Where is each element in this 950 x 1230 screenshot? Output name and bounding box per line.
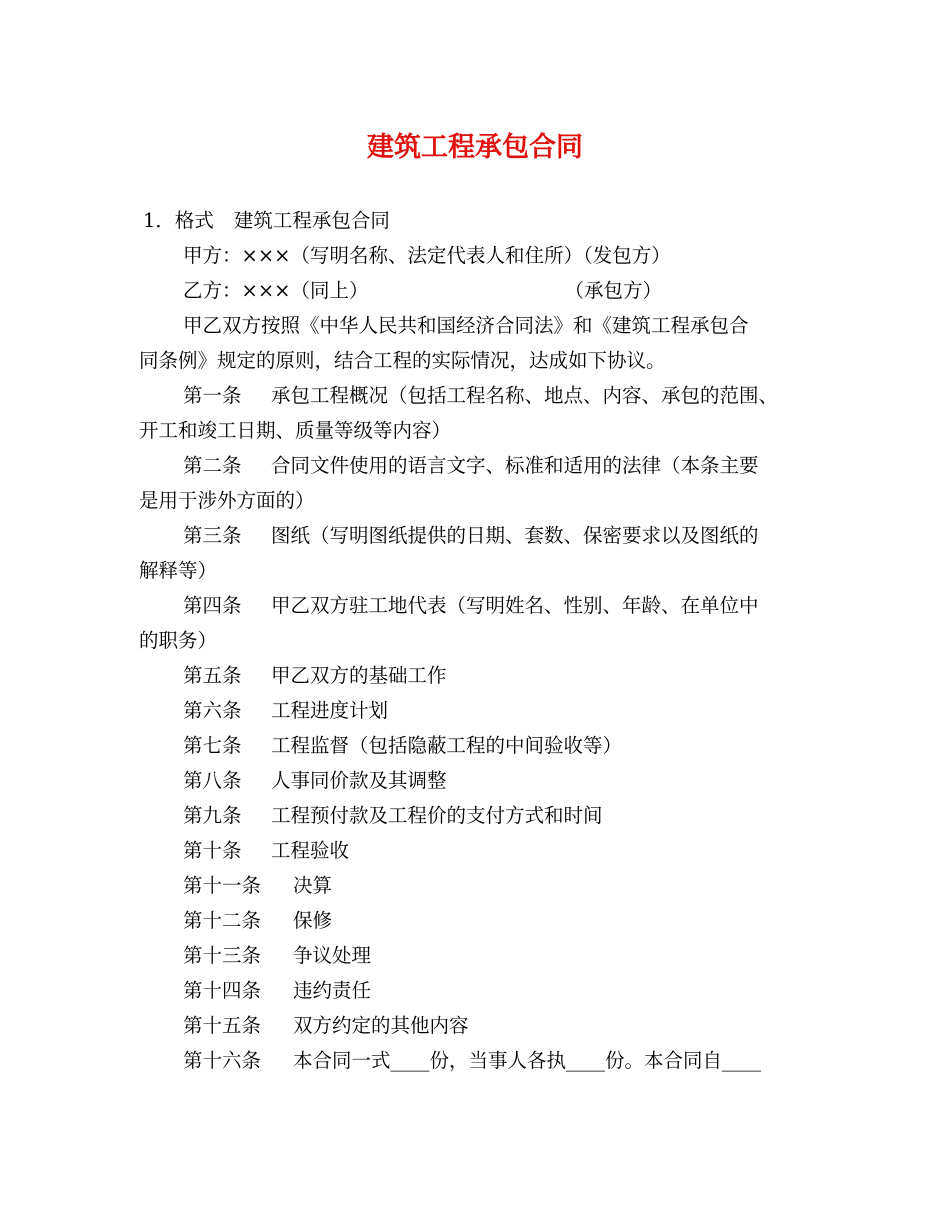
article-3-line-2: 解释等） <box>139 559 218 582</box>
article-6 <box>139 693 829 728</box>
article-5-text: 甲乙双方的基础工作 <box>271 664 447 687</box>
article-4-text: 甲乙双方驻工地代表（写明姓名、性别、年龄、在单位中 <box>271 594 759 617</box>
article-4-line-1 <box>139 588 829 623</box>
article-6-head: 第六条 <box>183 699 242 722</box>
article-9 <box>139 798 829 833</box>
party-b-role: （承包方） <box>564 279 663 302</box>
article-2-line-1 <box>139 448 829 483</box>
article-13-head: 第十三条 <box>183 944 262 967</box>
document-body <box>139 203 829 1078</box>
article-11 <box>139 868 829 903</box>
party-a-line: 甲方：×××（写明名称、法定代表人和住所）（发包方） <box>183 244 671 267</box>
article-14-text: 违约责任 <box>293 979 372 1002</box>
article-12-head: 第十二条 <box>183 909 262 932</box>
article-2-line-2: 是用于涉外方面的） <box>139 489 315 512</box>
format-heading-line <box>139 203 829 238</box>
article-8-text: 人事同价款及其调整 <box>271 769 447 792</box>
article-5-head: 第五条 <box>183 664 242 687</box>
article-11-text: 决算 <box>293 874 333 897</box>
article-8-head: 第八条 <box>183 769 242 792</box>
article-4-line-2: 的职务） <box>139 629 218 652</box>
article-16-text: 本合同一式____份，当事人各执____份。本合同自____ <box>293 1049 762 1072</box>
article-10-head: 第十条 <box>183 839 242 862</box>
party-b-name: 乙方：×××（同上） <box>183 279 369 302</box>
article-15 <box>139 1008 829 1043</box>
article-12 <box>139 903 829 938</box>
article-2-text: 合同文件使用的语言文字、标准和适用的法律（本条主要 <box>271 454 759 477</box>
article-9-head: 第九条 <box>183 804 242 827</box>
article-14-head: 第十四条 <box>183 979 262 1002</box>
article-3-head: 第三条 <box>183 524 242 547</box>
article-10 <box>139 833 829 868</box>
article-12-text: 保修 <box>293 909 333 932</box>
document-title: 建筑工程承包合同 <box>367 132 583 163</box>
article-7 <box>139 728 829 763</box>
party-b-line <box>139 273 829 308</box>
article-10-text: 工程验收 <box>271 839 350 862</box>
article-6-text: 工程进度计划 <box>271 699 389 722</box>
article-9-text: 工程预付款及工程价的支付方式和时间 <box>271 804 603 827</box>
article-16 <box>139 1043 829 1078</box>
intro-line-2: 同条例》规定的原则，结合工程的实际情况，达成如下协议。 <box>139 349 666 372</box>
article-8 <box>139 763 829 798</box>
format-heading-text: 建筑工程承包合同 <box>233 209 390 232</box>
article-1-line-2: 开工和竣工日期、质量等级等内容） <box>139 419 452 442</box>
intro-line-1: 甲乙双方按照《中华人民共和国经济合同法》和《建筑工程承包合 <box>183 314 749 337</box>
article-14 <box>139 973 829 1008</box>
article-3-text: 图纸（写明图纸提供的日期、套数、保密要求以及图纸的 <box>271 524 759 547</box>
article-1-head: 第一条 <box>183 384 242 407</box>
article-1-line-1 <box>139 378 829 413</box>
article-15-head: 第十五条 <box>183 1014 262 1037</box>
article-1-text: 承包工程概况（包括工程名称、地点、内容、承包的范围、 <box>271 384 779 407</box>
article-3-line-1 <box>139 518 829 553</box>
article-4-head: 第四条 <box>183 594 242 617</box>
article-7-text: 工程监督（包括隐蔽工程的中间验收等） <box>271 734 623 757</box>
article-7-head: 第七条 <box>183 734 242 757</box>
article-11-head: 第十一条 <box>183 874 262 897</box>
article-15-text: 双方约定的其他内容 <box>293 1014 469 1037</box>
article-16-head: 第十六条 <box>183 1049 262 1072</box>
article-13 <box>139 938 829 973</box>
article-13-text: 争议处理 <box>293 944 372 967</box>
format-number: 1．格式 <box>143 209 214 232</box>
article-5 <box>139 658 829 693</box>
article-2-head: 第二条 <box>183 454 242 477</box>
